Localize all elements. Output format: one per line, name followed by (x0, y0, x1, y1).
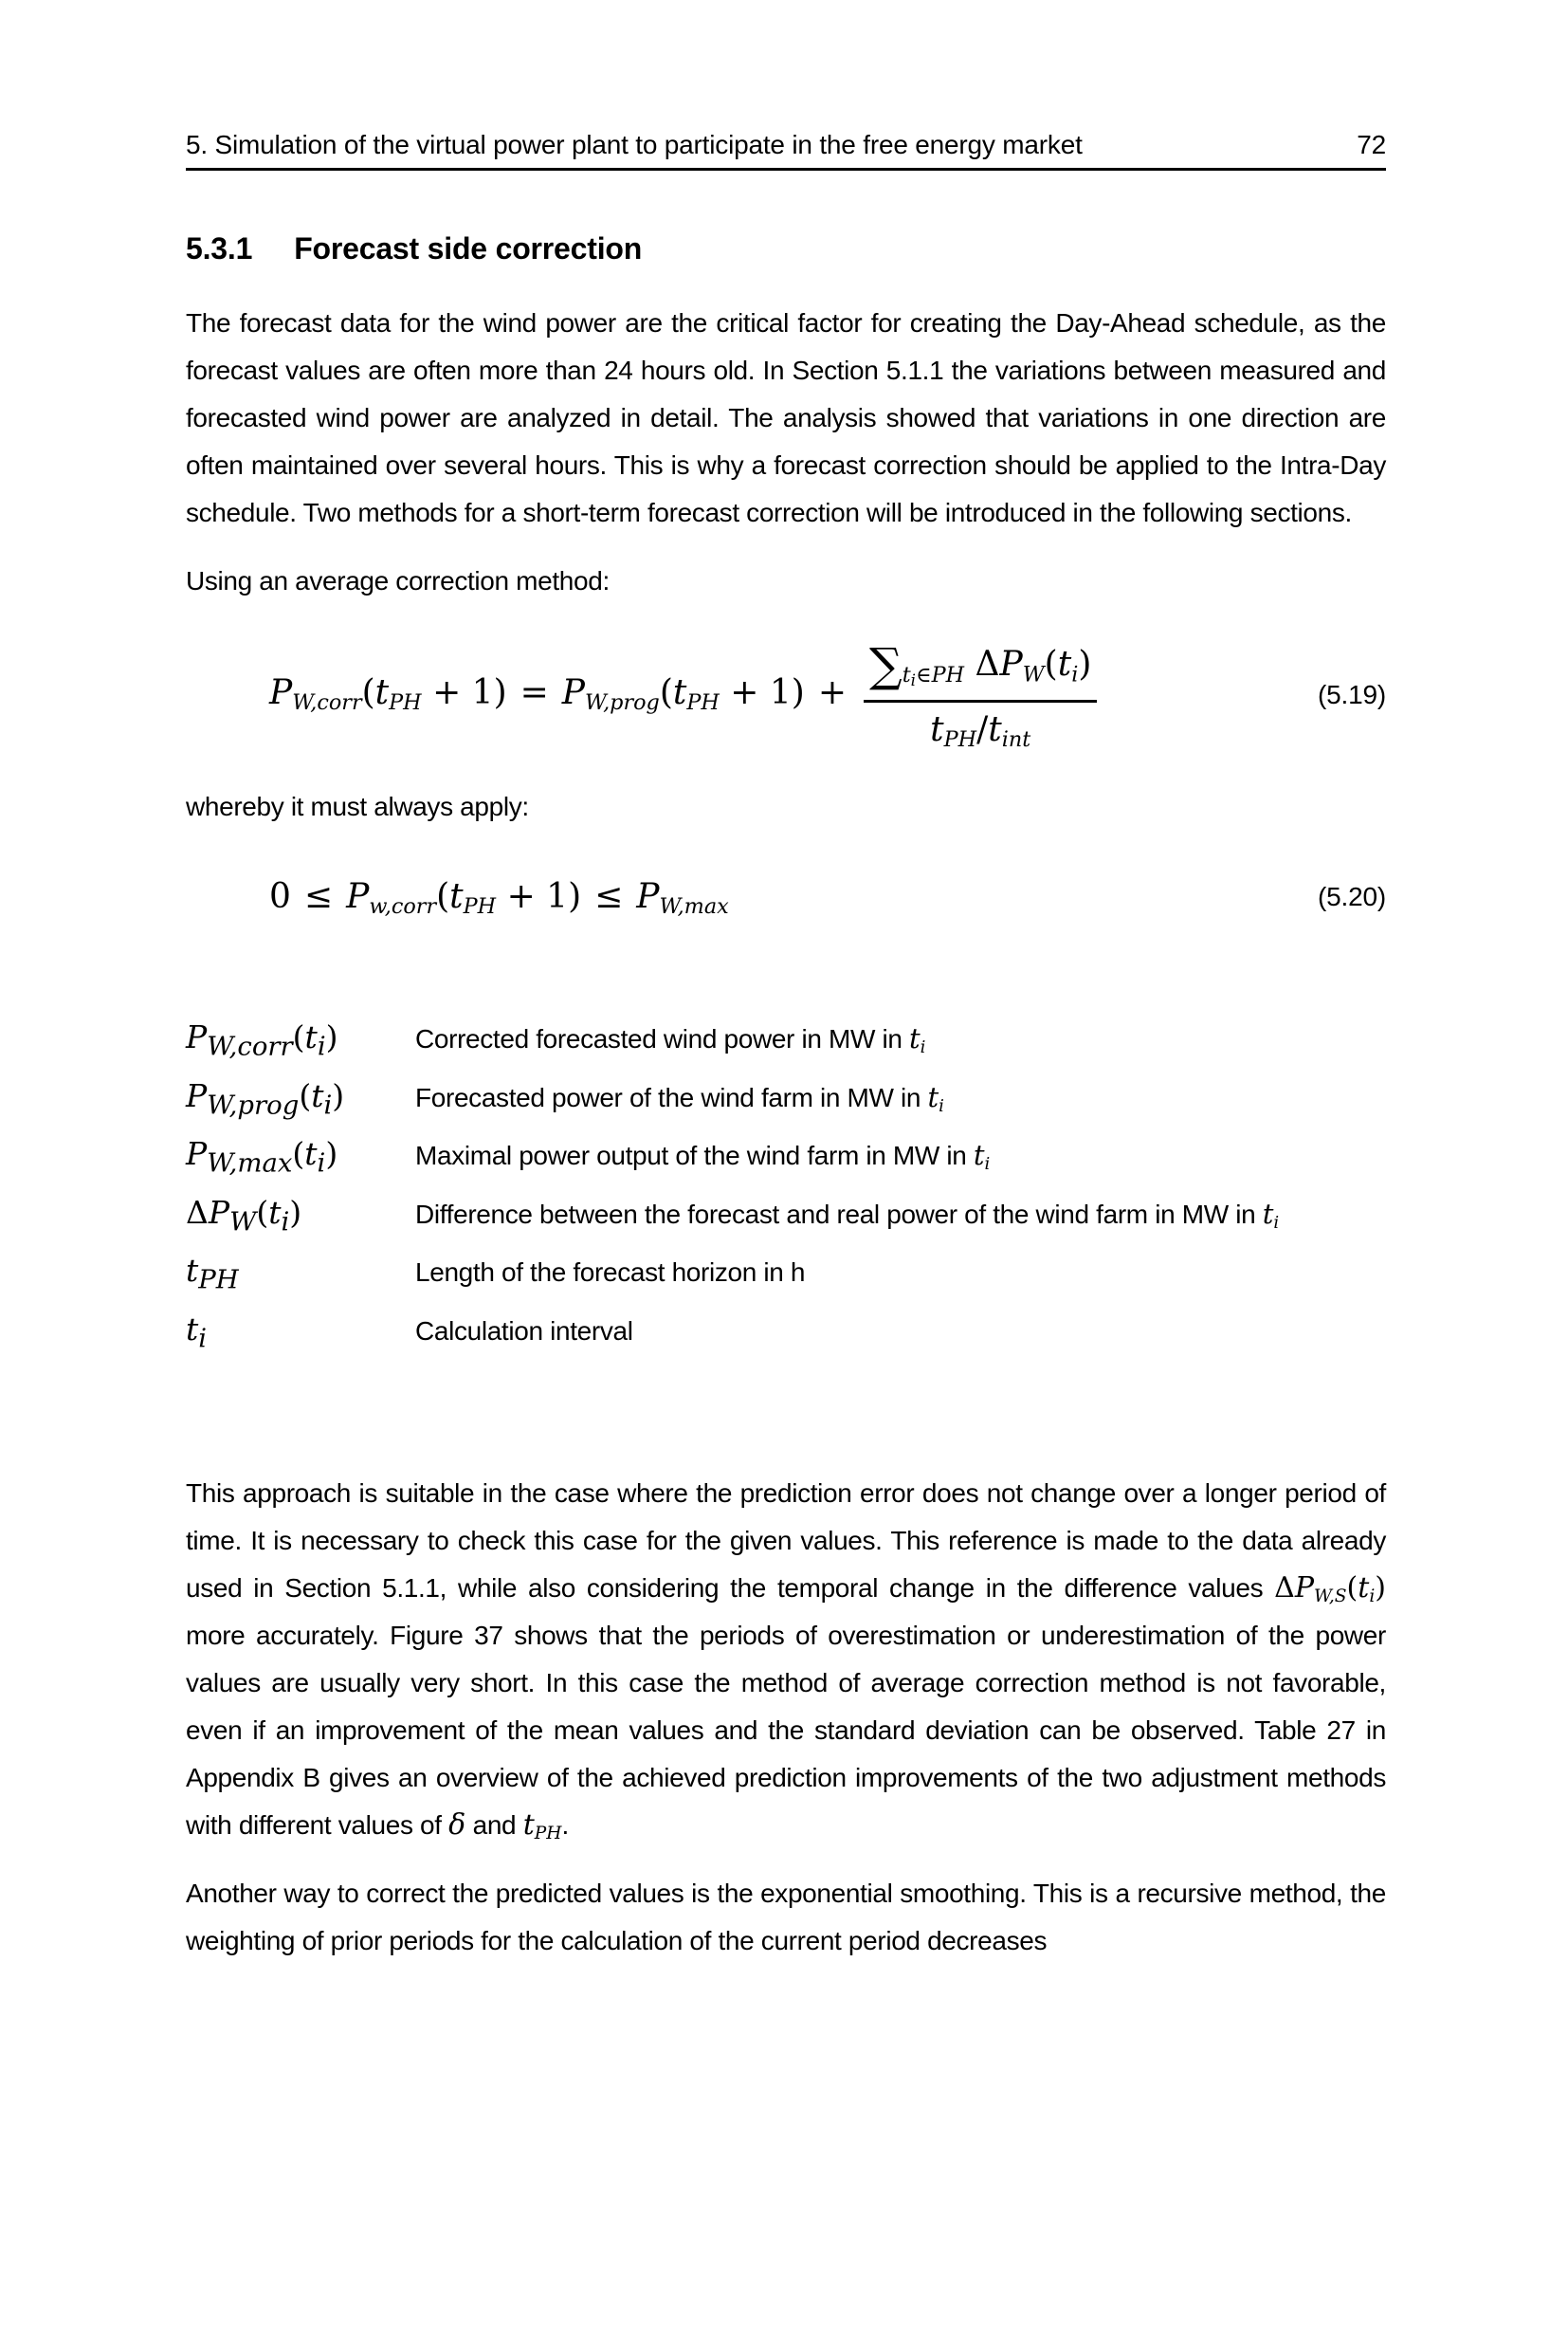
paragraph-exponential-smoothing: Another way to correct the predicted values is the exponential smoothing. This is a recursive method, the weighting of prior periods for the calculation of the current period decreases (186, 1878, 1386, 1955)
definition-symbol: $P_{W,max}(t_i)$ (186, 1135, 338, 1179)
document-page (0, 129, 1568, 2347)
definition-symbol: $t_i$ (186, 1310, 208, 1354)
equation-5-20 (186, 869, 1386, 926)
definition-symbol: $\Delta P_W(t_i)$ (186, 1193, 302, 1238)
inline-math-delta: δ (448, 1807, 466, 1842)
definition-row (186, 1129, 1386, 1188)
definition-row (186, 1013, 1386, 1072)
definition-description: Length of the forecast horizon in h (415, 1257, 806, 1288)
definition-description: Corrected forecasted wind power in MW in $t_i$ (415, 1022, 926, 1058)
equation-number: (5.19) (1318, 680, 1386, 709)
section-number: 5.3.1 (186, 231, 253, 266)
definition-row (186, 1246, 1386, 1305)
page-number: 72 (1357, 130, 1386, 159)
summation-symbol: ∑ (869, 639, 903, 693)
line-whereby: whereby it must always apply: (186, 792, 529, 821)
equation-5-19 (186, 633, 1386, 757)
symbol-definition-list (186, 1013, 1386, 1364)
definition-symbol: $P_{W,prog}(t_i)$ (186, 1076, 345, 1121)
equation-number: (5.20) (1318, 882, 1386, 911)
running-header (186, 129, 1386, 171)
section-title: Forecast side correction (294, 231, 643, 266)
running-header-title: 5. Simulation of the virtual power plant to participate in the free energy market (186, 130, 1083, 159)
definition-row (186, 1188, 1386, 1247)
inline-math-delta-pws: $\Delta P_{W,S}(t_i)$ (1274, 1570, 1386, 1606)
definition-row (186, 1072, 1386, 1130)
line-average-method: Using an average correction method: (186, 566, 610, 596)
equation-5-20-body: $0 \le P_{w,corr}(t_{PH} + 1) \le P_{W,max}$ (269, 876, 729, 919)
equation-5-19-body: $P_{W,corr}(t_{PH} + 1) = P_{W,prog}(t_{PH} + 1)$ + $\frac{\sum_{t_i\in PH} \Delta P_W(t_i)}{t_{PH}/t_{int}}$ (269, 639, 1097, 751)
fraction-denominator: $t_{PH}/t_{int}$ (864, 700, 1097, 751)
paragraph-forecast-intro: The forecast data for the wind power are the critical factor for creating the Day-Ahead schedule, as the forecast values are often more than 24 hours old. In Section 5.1.1 the variations between measured and forecasted wind power are analyzed in detail. The analysis showed that variations in one direction are often maintained over several hours. This is why a forecast correction should be applied to the Intra-Day schedule. Two methods for a short-term forecast correction will be introduced in the following sections. (186, 308, 1386, 527)
paragraph-approach-discussion: This approach is suitable in the case where the prediction error does not change over a longer period of time. It is necessary to check this case for the given values. This reference is made to the data already used in Section 5.1.1, while also considering the temporal change in the difference values $\Delta P_{W,S}(t_i)$ more accurately. Figure 37 shows that the periods of overestimation or underestimation of the power values are usually very short. In this case the method of average correction method is not favorable, even if an improvement of the mean values and the standard deviation can be observed. Table 27 in Appendix B gives an overview of the achieved prediction improvements of the two adjustment methods with different values of δ and $t_{PH}$. (186, 1477, 1386, 1843)
inline-math-tph: $t_{PH}$ (522, 1807, 562, 1843)
delta-symbol: Δ (186, 1193, 209, 1231)
fraction (864, 639, 1097, 751)
definition-symbol: $t_{PH}$ (186, 1252, 239, 1295)
definition-symbol: $P_{W,corr}(t_i)$ (186, 1018, 338, 1062)
fraction-numerator: $\sum_{t_i\in PH}$ $\Delta P_W(t_i)$ (869, 639, 1092, 693)
delta-symbol: Δ (975, 645, 1000, 685)
definition-description: Calculation interval (415, 1315, 633, 1346)
definition-description: Difference between the forecast and real power of the wind farm in MW in $t_i$ (415, 1197, 1280, 1233)
definition-description: Maximal power output of the wind farm in MW in $t_i$ (415, 1139, 991, 1175)
section-heading (186, 229, 1386, 267)
definition-row (186, 1305, 1386, 1364)
definition-description: Forecasted power of the wind farm in MW in $t_i$ (415, 1080, 944, 1116)
